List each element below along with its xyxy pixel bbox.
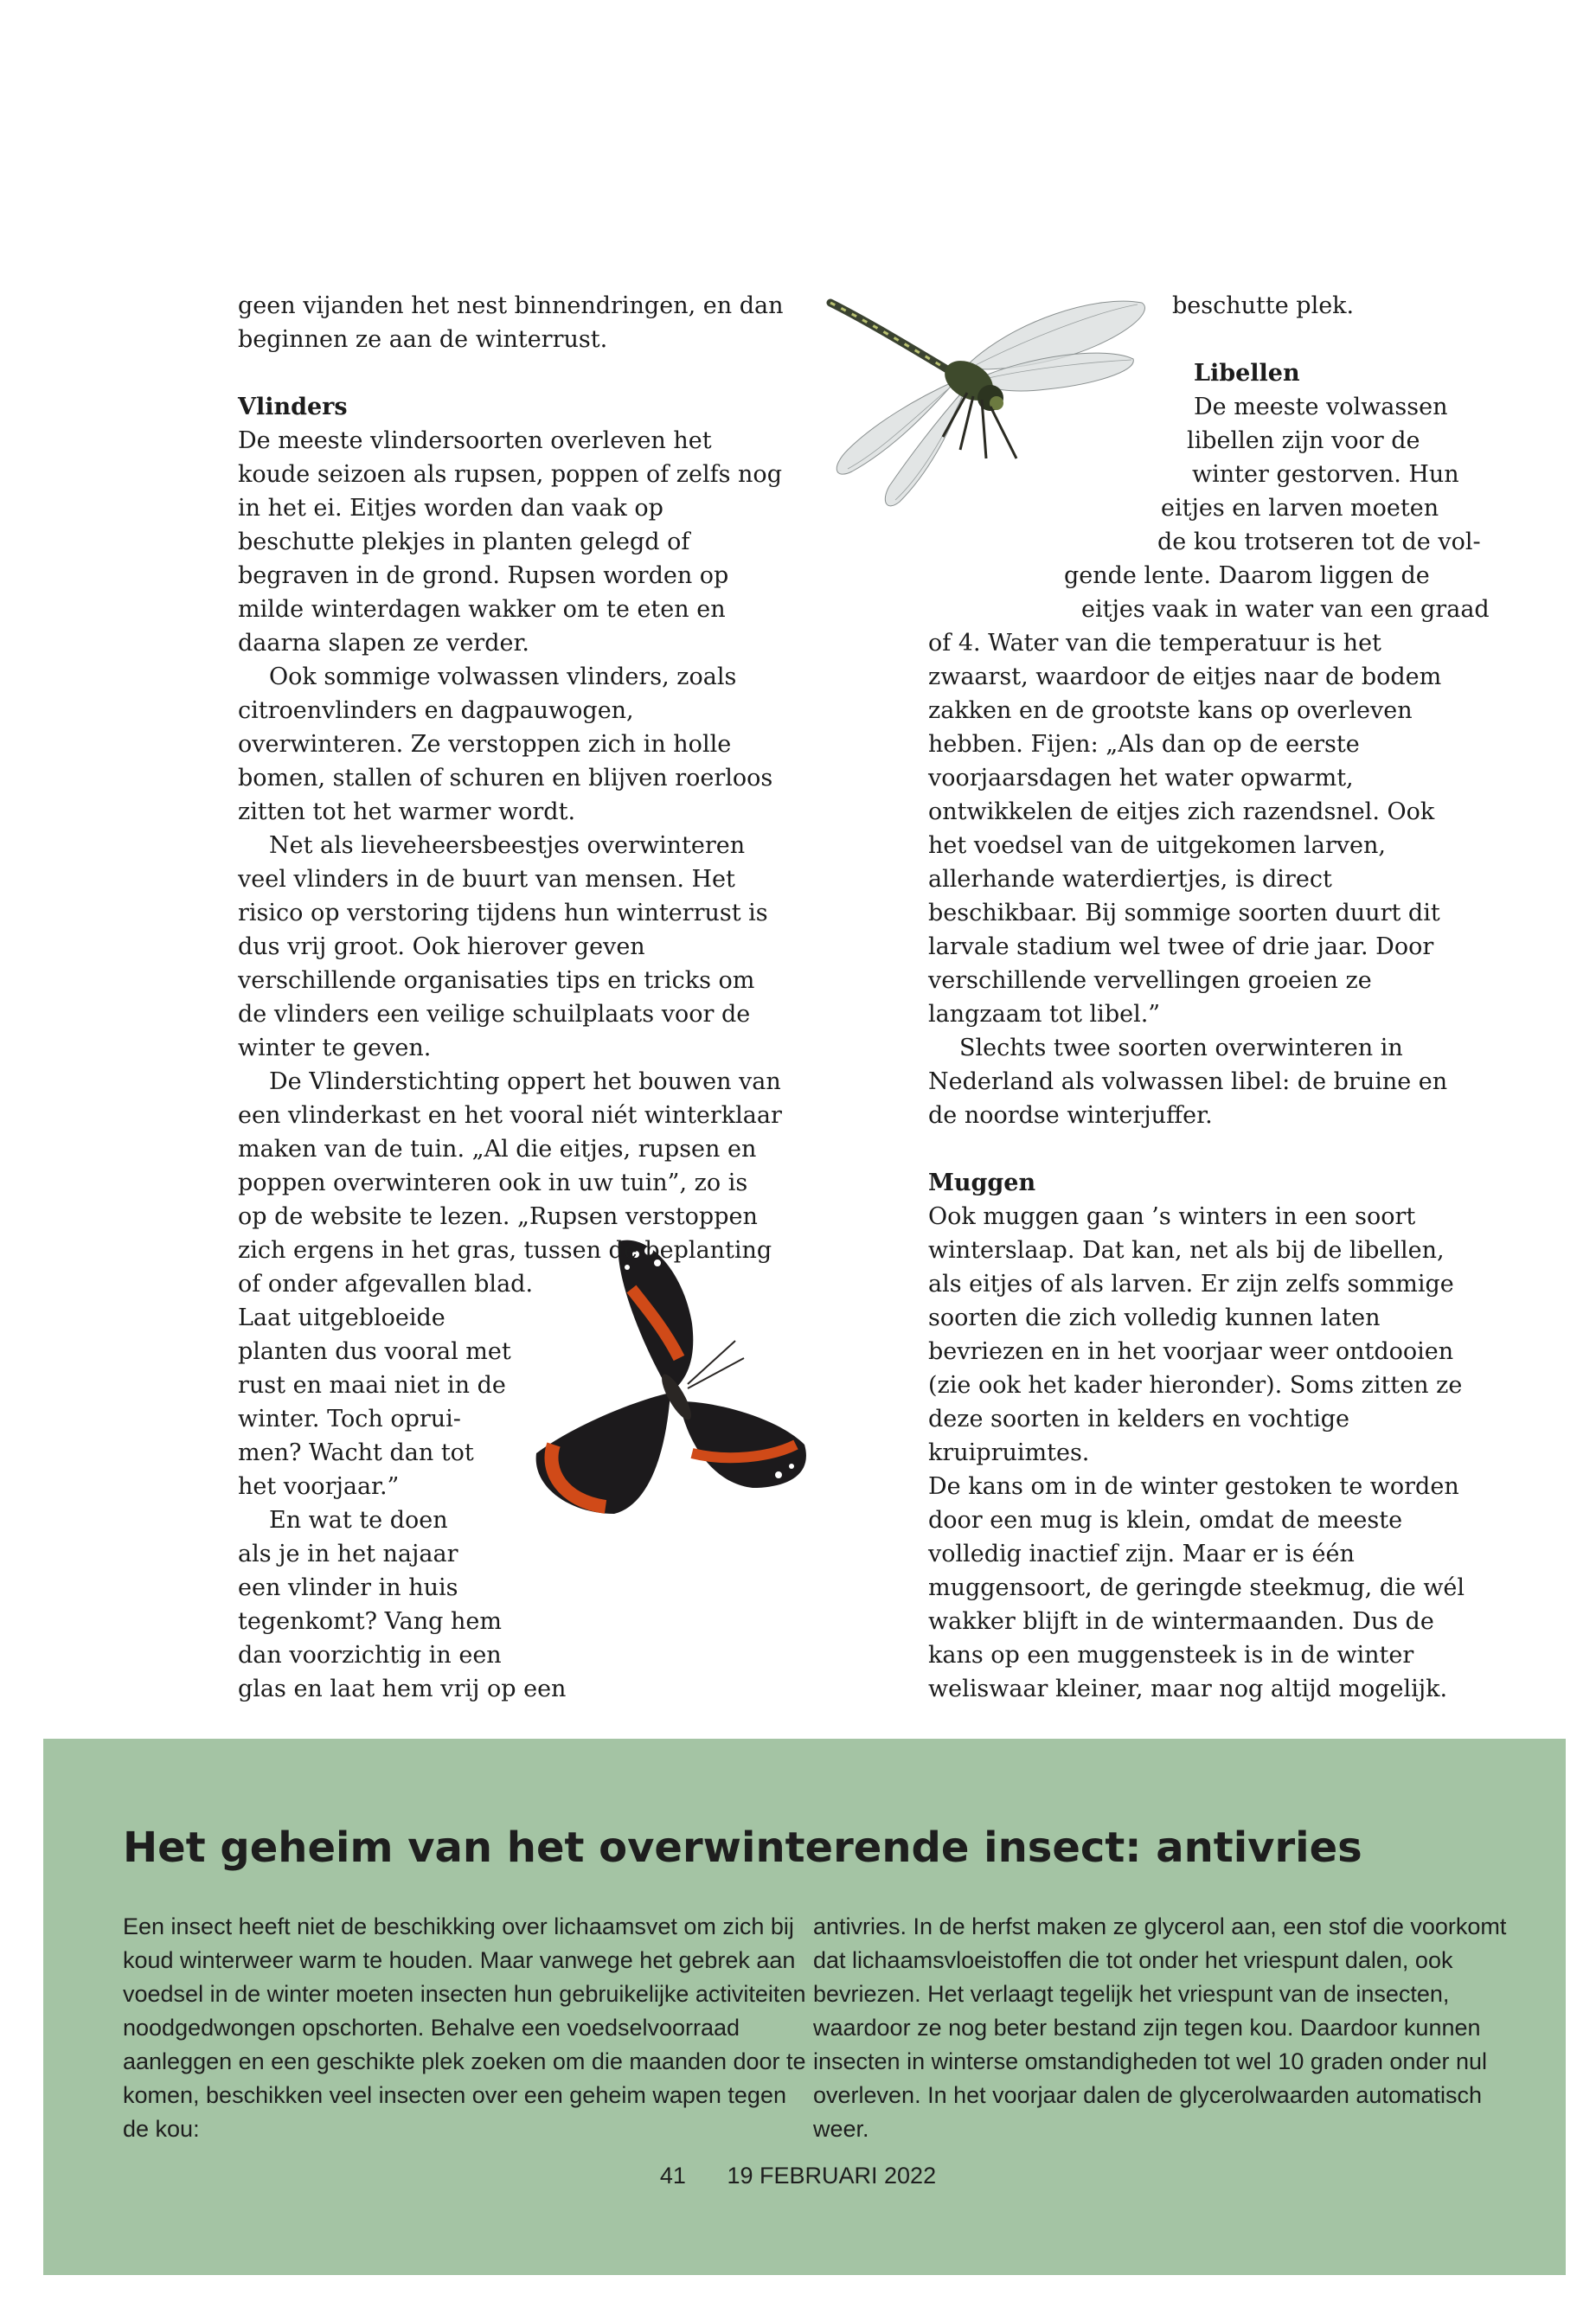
issue-date: 19 FEBRUARI 2022 <box>727 2163 937 2189</box>
text-line: gende lente. Daarom liggen de <box>1064 562 1430 589</box>
text-line: winter gestorven. Hun <box>1192 461 1459 488</box>
text-line: eitjes vaak in water van een graad <box>1081 596 1490 623</box>
text-line: planten dus vooral met <box>238 1338 511 1365</box>
heading-libellen: Libellen <box>1194 360 1300 387</box>
text-line: de kou trotseren tot de vol- <box>1157 529 1481 555</box>
text-line: Laat uitgebloeide <box>238 1304 445 1331</box>
box-column-right: antivries. In de herfst maken ze glycerol aan, een stof die voorkomt dat lichaamsvloeistoffen die tot onder het vriespunt dalen, ook bevriezen. Het verlaagt tegelijk het vriespunt van de insecten, waardoor ze nog beter bestand zijn tegen kou. Daardoor kunnen insecten in winterse omstandigheden tot wel 10 graden onder nul overleven. In het voorjaar dalen de glycerolwaarden automatisch weer. <box>813 1913 1507 2142</box>
paragraph: De meeste vlindersoorten overleven het koude seizoen als rupsen, poppen of zelfs nog in het ei. Eitjes worden dan vaak op beschutte plekjes in planten gelegd of begraven in de grond. Rupsen worden op milde winterdagen wakker om te eten en daarna slapen ze verder. <box>238 427 782 657</box>
box-column-left: Een insect heeft niet de beschikking over lichaamsvet om zich bij koud winterweer warm te houden. Maar vanwege het gebrek aan voedsel in de winter moeten insecten hun gebruikelijke activiteiten noodgedwongen opschorten. Behalve een voedselvoorraad aanleggen en een geschikte plek zoeken om die maanden door te komen, beschikken veel insecten over een geheim wapen tegen de kou: <box>123 1913 806 2142</box>
right-column <box>928 626 1473 1706</box>
text-line: De meeste volwassen <box>1194 394 1448 420</box>
text-line: glas en laat hem vrij op een <box>238 1676 567 1702</box>
text-line: libellen zijn voor de <box>1187 427 1420 454</box>
text-line: winter. Toch oprui- <box>238 1406 461 1433</box>
info-box <box>43 1739 1566 2275</box>
text-line: als je in het najaar <box>238 1541 458 1567</box>
box-title: Het geheim van het overwinterende insect: antivries <box>123 1823 1362 1872</box>
text-line: En wat te doen <box>269 1507 448 1534</box>
paragraph: of 4. Water van die temperatuur is het zwaarst, waardoor de eitjes naar de bodem zakken en de grootste kans op overleven hebben. Fijen: „Als dan op de eerste voorjaarsdagen het water opwarmt, ontwikkelen de eitjes zich razendsnel. Ook het voedsel van de uitgekomen larven, allerhande waterdiertjes, is direct beschikbaar. Bij sommige soorten duurt dit larvale stadium wel twee of drie jaar. Door verschillende vervellingen groeien ze langzaam tot libel.” <box>928 630 1442 1028</box>
page-number: 41 <box>659 2163 686 2189</box>
right-column-top <box>926 289 1490 626</box>
text-line: tegenkomt? Vang hem <box>238 1608 502 1635</box>
text-line: men? Wacht dan tot <box>238 1439 474 1466</box>
heading-muggen: Muggen <box>928 1170 1036 1196</box>
text-line: het voorjaar.” <box>238 1473 400 1500</box>
paragraph: Ook sommige volwassen vlinders, zoals citroenvlinders en dagpauwogen, overwinteren. Ze verstoppen zich in holle bomen, stallen of schuren en blijven roerloos zitten tot het warmer wordt. <box>238 663 773 825</box>
heading-vlinders: Vlinders <box>238 394 348 420</box>
paragraph: Slechts twee soorten overwinteren in Nederland als volwassen libel: de bruine en de noordse winterjuffer. <box>928 1035 1448 1129</box>
paragraph: Ook muggen gaan ’s winters in een soort winterslaap. Dat kan, net als bij de libellen, als eitjes of als larven. Er zijn zelfs sommige soorten die zich volledig kunnen laten bevriezen en in het voorjaar weer ontdooien (zie ook het kader hieronder). Soms zitten ze deze soorten in kelders en vochtige kruipruimtes. <box>928 1203 1463 1466</box>
intro-line: beginnen ze aan de winterrust. <box>238 326 608 353</box>
intro-line: geen vijanden het nest binnendringen, en dan <box>238 292 784 319</box>
paragraph: De Vlinderstichting oppert het bouwen van een vlinderkast en het vooral niét winterklaar maken van de tuin. „Al die eitjes, rupsen en poppen overwinteren ook in uw tuin”, zo is op de website te lezen. „Rupsen verstoppen zich ergens in het gras, tussen de beplanting of onder afgevallen blad. <box>238 1068 782 1298</box>
text-line: een vlinder in huis <box>238 1574 458 1601</box>
text-line: dan voorzichtig in een <box>238 1642 502 1669</box>
narrow-text-block <box>238 1301 783 1706</box>
paragraph: De kans om in de winter gestoken te worden door een mug is klein, omdat de meeste volledig inactief zijn. Maar er is één muggensoort, de geringde steekmug, die wél wakker blijft in de wintermaanden. Dus de kans op een muggensteek is in de winter weliswaar kleiner, maar nog altijd mogelijk. <box>928 1473 1465 1702</box>
text-line: beschutte plek. <box>1172 292 1355 319</box>
text-line: rust en maai niet in de <box>238 1372 506 1399</box>
paragraph: Net als lieveheersbeestjes overwinteren veel vlinders in de buurt van mensen. Het risico op verstoring tijdens hun winterrust is dus vrij groot. Ook hierover geven verschillende organisaties tips en tricks om de vlinders een veilige schuilplaats voor de winter te geven. <box>238 832 768 1061</box>
text-line: eitjes en larven moeten <box>1161 495 1439 522</box>
page-footer <box>0 2163 1596 2189</box>
left-column <box>238 289 783 1706</box>
